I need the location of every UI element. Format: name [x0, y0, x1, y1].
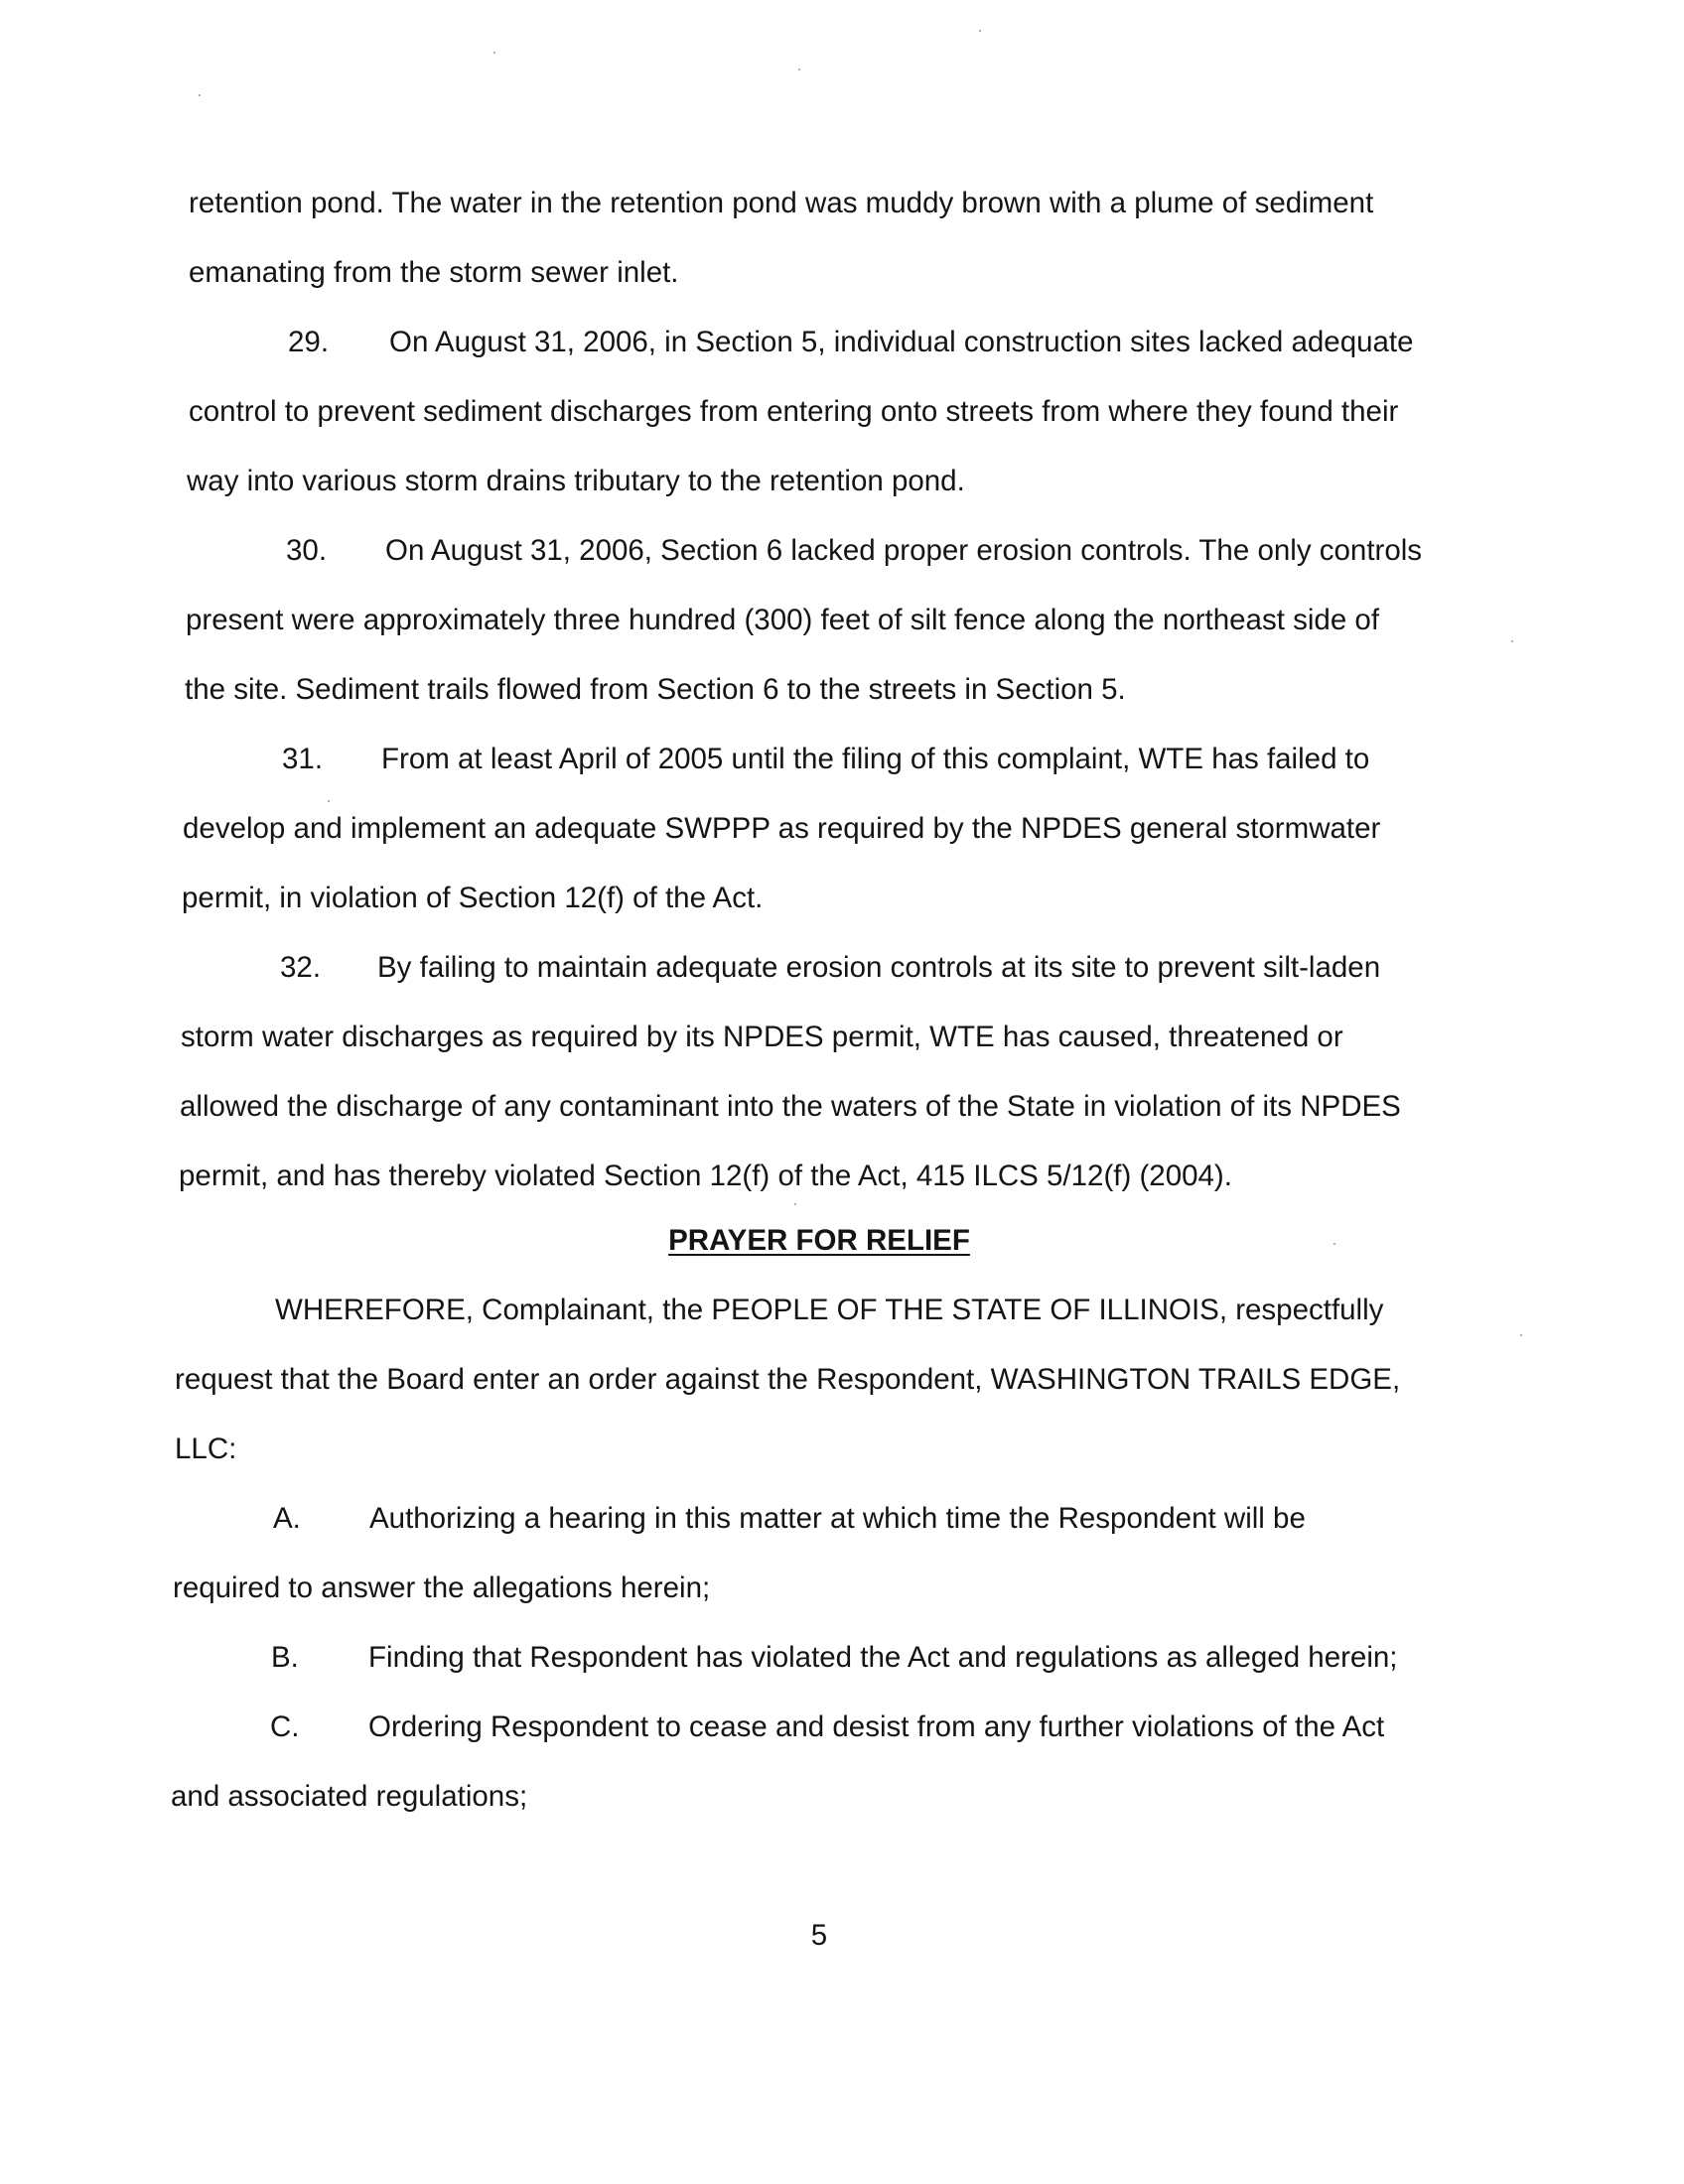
relief-item-letter: C.	[270, 1710, 300, 1743]
body-text-line: way into various storm drains tributary to the retention pond.	[187, 465, 965, 497]
body-text-line: LLC:	[175, 1433, 237, 1465]
body-text-line: Finding that Respondent has violated the Act and regulations as alleged herein;	[368, 1641, 1398, 1674]
scan-speck	[328, 800, 330, 802]
scan-speck	[199, 94, 201, 96]
body-text-line: emanating from the storm sewer inlet.	[189, 256, 679, 289]
scan-speck	[1511, 640, 1513, 642]
body-text-line: On August 31, 2006, Section 6 lacked proper erosion controls. The only controls	[385, 534, 1423, 567]
paragraph-number: 31.	[282, 743, 324, 775]
body-text-line: present were approximately three hundred (300) feet of silt fence along the northeast side of	[186, 604, 1380, 636]
body-text-line: permit, in violation of Section 12(f) of the Act.	[182, 882, 764, 914]
scan-speck	[1333, 1243, 1335, 1245]
scan-speck	[794, 1203, 796, 1205]
paragraph-number: 29.	[288, 326, 330, 358]
body-text-line: request that the Board enter an order against the Respondent, WASHINGTON TRAILS EDGE,	[175, 1363, 1401, 1396]
scan-speck	[979, 30, 981, 32]
body-text-line: By failing to maintain adequate erosion controls at its site to prevent silt-laden	[377, 951, 1381, 984]
page-number: 5	[810, 1919, 828, 1952]
body-text-line: the site. Sediment trails flowed from Section 6 to the streets in Section 5.	[185, 673, 1126, 706]
scan-speck	[493, 52, 495, 54]
body-text-line: Ordering Respondent to cease and desist from any further violations of the Act	[368, 1710, 1385, 1743]
body-text-line: retention pond. The water in the retention pond was muddy brown with a plume of sediment	[189, 187, 1374, 219]
paragraph-number: 32.	[280, 951, 322, 984]
paragraph-number: 30.	[286, 534, 328, 567]
scan-speck	[798, 68, 800, 70]
relief-item-letter: A.	[273, 1502, 301, 1535]
scan-speck	[1520, 1334, 1522, 1336]
body-text-line: allowed the discharge of any contaminant into the waters of the State in violation of its NPDES	[180, 1090, 1401, 1123]
body-text-line: storm water discharges as required by its NPDES permit, WTE has caused, threatened or	[181, 1021, 1343, 1053]
body-text-line: permit, and has thereby violated Section 12(f) of the Act, 415 ILCS 5/12(f) (2004).	[179, 1160, 1232, 1192]
section-heading: PRAYER FOR RELIEF	[668, 1224, 970, 1257]
body-text-line: From at least April of 2005 until the filing of this complaint, WTE has failed to	[381, 743, 1370, 775]
body-text-line: and associated regulations;	[171, 1780, 528, 1813]
body-text-line: On August 31, 2006, in Section 5, individual construction sites lacked adequate	[389, 326, 1414, 358]
body-text-line: WHEREFORE, Complainant, the PEOPLE OF THE STATE OF ILLINOIS, respectfully	[275, 1294, 1384, 1326]
body-text-line: develop and implement an adequate SWPPP as required by the NPDES general stormwater	[183, 812, 1381, 845]
body-text-line: required to answer the allegations herein;	[173, 1571, 711, 1604]
body-text-line: Authorizing a hearing in this matter at which time the Respondent will be	[369, 1502, 1306, 1535]
body-text-line: control to prevent sediment discharges from entering onto streets from where they found their	[189, 395, 1399, 428]
relief-item-letter: B.	[271, 1641, 299, 1674]
